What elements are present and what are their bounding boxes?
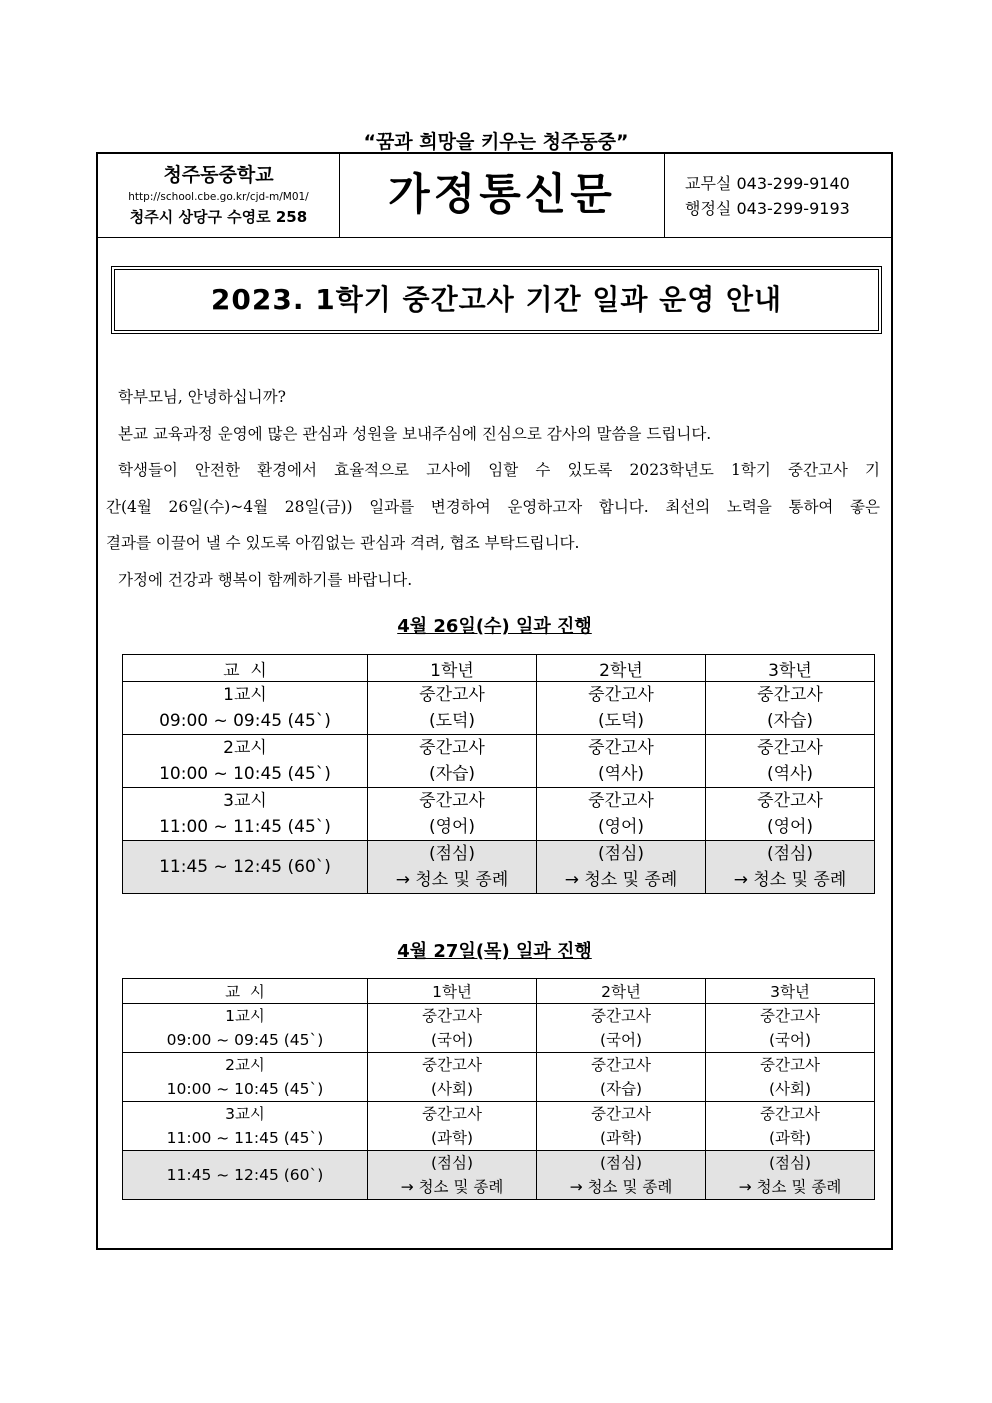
- lunch-cell: (점심) → 청소 및 종례: [368, 1151, 537, 1200]
- letter-closing: 가정에 건강과 행복이 함께하기를 바랍니다.: [118, 570, 413, 589]
- grade-1-cell: 중간고사 (도덕): [368, 682, 537, 735]
- schedule-1-title: 4월 26일(수) 일과 진행: [397, 616, 592, 637]
- grade-2-cell: 중간고사 (자습): [537, 1053, 706, 1102]
- grade-2-cell: 중간고사 (도덕): [537, 682, 706, 735]
- grade-2-cell: 중간고사 (국어): [537, 1004, 706, 1053]
- table-row: [123, 788, 875, 841]
- grade-1-cell: 중간고사 (국어): [368, 1004, 537, 1053]
- period-cell: 1교시 09:00 ~ 09:45 (45`): [123, 1004, 368, 1053]
- table-row: [123, 1004, 875, 1053]
- letter-greeting: 학부모님, 안녕하십니까?: [118, 388, 286, 406]
- table-header-row: [123, 655, 875, 682]
- grade-1-cell: 중간고사 (과학): [368, 1102, 537, 1151]
- header-grade-3: 3학년: [706, 979, 875, 1004]
- header-grade-2: 2학년: [537, 979, 706, 1004]
- grade-3-cell: 중간고사 (과학): [706, 1102, 875, 1151]
- grade-1-cell: 중간고사 (영어): [368, 788, 537, 841]
- period-cell: 1교시 09:00 ~ 09:45 (45`): [123, 682, 368, 735]
- period-cell: 3교시 11:00 ~ 11:45 (45`): [123, 788, 368, 841]
- lunch-row: [123, 841, 875, 894]
- lunch-cell: (점심) → 청소 및 종례: [537, 1151, 706, 1200]
- table-header-row: [123, 979, 875, 1004]
- contact-info: [665, 154, 891, 237]
- bulletin-title-cell: [340, 154, 665, 237]
- header-period: 교 시: [123, 655, 368, 682]
- period-cell: 2교시 10:00 ~ 10:45 (45`): [123, 735, 368, 788]
- newsletter-frame: [96, 152, 893, 1250]
- grade-3-cell: 중간고사 (국어): [706, 1004, 875, 1053]
- header: [98, 154, 891, 238]
- header-grade-1: 1학년: [368, 979, 537, 1004]
- header-period: 교 시: [123, 979, 368, 1004]
- grade-2-cell: 중간고사 (영어): [537, 788, 706, 841]
- table-row: [123, 1053, 875, 1102]
- header-grade-3: 3학년: [706, 655, 875, 682]
- lunch-cell: (점심) → 청소 및 종례: [706, 1151, 875, 1200]
- lunch-time-cell: 11:45 ~ 12:45 (60`): [123, 841, 368, 894]
- grade-2-cell: 중간고사 (역사): [537, 735, 706, 788]
- grade-3-cell: 중간고사 (사회): [706, 1053, 875, 1102]
- page-title: 2023. 1학기 중간고사 기간 일과 운영 안내: [114, 269, 879, 331]
- header-grade-1: 1학년: [368, 655, 537, 682]
- lunch-cell: (점심) → 청소 및 종례: [537, 841, 706, 894]
- letter-body: [106, 379, 880, 598]
- schedule-1-table: [122, 654, 875, 894]
- letter-line-3b: 간(4월 26일(수)~4월 28일(금)) 일과를 변경하여 운영하고자 합니다. 최선의 노력을 통하여 좋은: [106, 497, 880, 516]
- table-row: [123, 682, 875, 735]
- letter-thanks: 본교 교육과정 운영에 많은 관심과 성원을 보내주심에 진심으로 감사의 말씀을 드립니다.: [118, 424, 712, 443]
- letter-line-3a: 학생들이 안전한 환경에서 효율적으로 고사에 임할 수 있도록 2023학년도 1학기 중간고사 기: [118, 461, 880, 479]
- slogan: “꿈과 희망을 키우는 청주동중”: [363, 131, 629, 153]
- school-info: [98, 154, 340, 237]
- grade-1-cell: 중간고사 (자습): [368, 735, 537, 788]
- period-cell: 3교시 11:00 ~ 11:45 (45`): [123, 1102, 368, 1151]
- table-row: [123, 1102, 875, 1151]
- grade-1-cell: 중간고사 (사회): [368, 1053, 537, 1102]
- bulletin-title: 가정통신문: [388, 170, 616, 220]
- phone-academic-office: 교무실 043-299-9140: [685, 174, 850, 193]
- grade-3-cell: 중간고사 (영어): [706, 788, 875, 841]
- school-address: 청주시 상당구 수영로 258: [129, 208, 308, 226]
- school-url[interactable]: http://school.cbe.go.kr/cjd-m/M01/: [128, 191, 309, 203]
- header-grade-2: 2학년: [537, 655, 706, 682]
- grade-3-cell: 중간고사 (역사): [706, 735, 875, 788]
- grade-3-cell: 중간고사 (자습): [706, 682, 875, 735]
- lunch-time-cell: 11:45 ~ 12:45 (60`): [123, 1151, 368, 1200]
- title-box: [111, 266, 882, 334]
- lunch-cell: (점심) → 청소 및 종례: [368, 841, 537, 894]
- letter-line-3c: 결과를 이끌어 낼 수 있도록 아낌없는 관심과 격려, 협조 부탁드립니다.: [106, 534, 580, 552]
- table-row: [123, 735, 875, 788]
- grade-2-cell: 중간고사 (과학): [537, 1102, 706, 1151]
- school-name: 청주동중학교: [163, 164, 274, 186]
- phone-admin-office: 행정실 043-299-9193: [685, 199, 850, 218]
- lunch-row: [123, 1151, 875, 1200]
- schedule-2-title: 4월 27일(목) 일과 진행: [397, 941, 592, 962]
- lunch-cell: (점심) → 청소 및 종례: [706, 841, 875, 894]
- schedule-2-table: [122, 978, 875, 1200]
- period-cell: 2교시 10:00 ~ 10:45 (45`): [123, 1053, 368, 1102]
